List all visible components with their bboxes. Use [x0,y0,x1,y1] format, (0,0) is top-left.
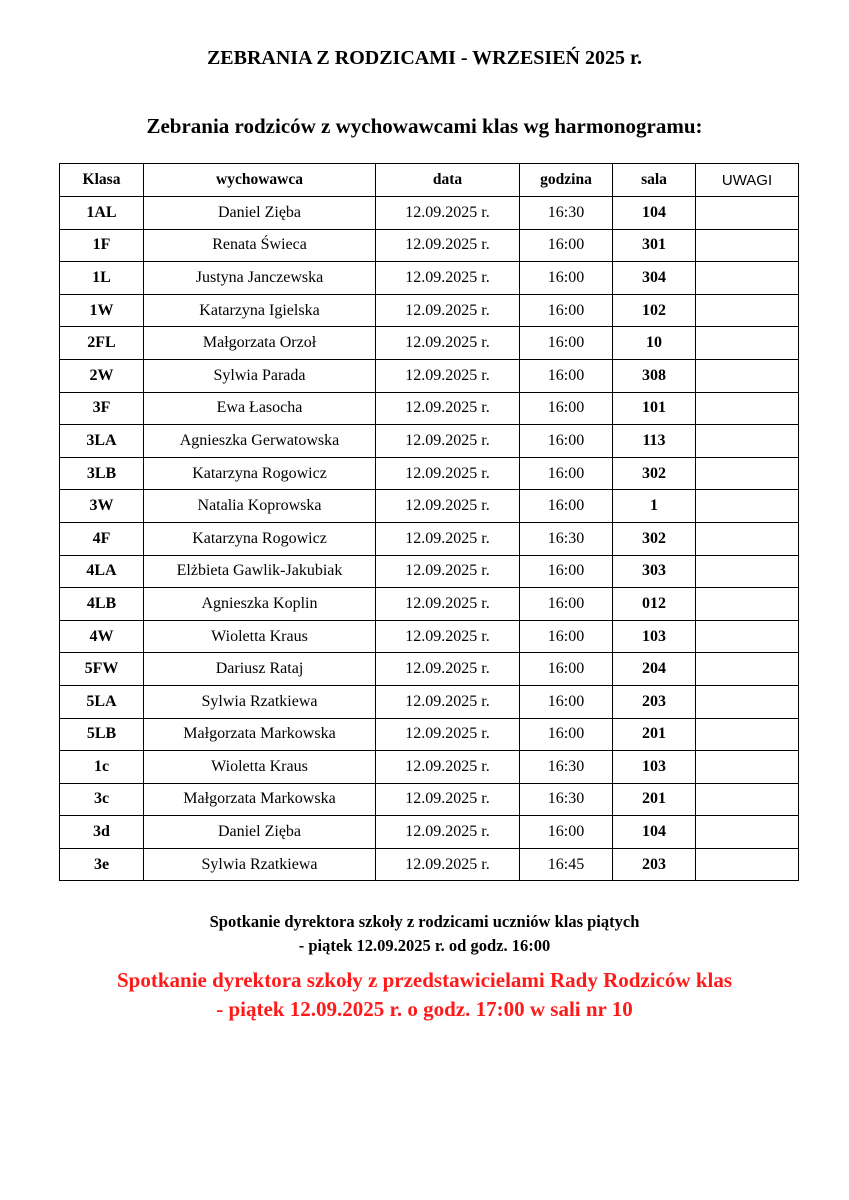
cell-klasa: 4F [60,522,144,555]
cell-wychowawca: Sylwia Parada [144,359,376,392]
table-row [60,751,799,784]
principal-fifth-grade-note [0,910,849,958]
cell-godzina: 16:00 [520,555,613,588]
cell-data: 12.09.2025 r. [376,522,520,555]
cell-sala: 203 [613,848,696,881]
cell-uwagi [696,751,799,784]
cell-wychowawca: Małgorzata Markowska [144,718,376,751]
cell-data: 12.09.2025 r. [376,457,520,490]
cell-uwagi [696,555,799,588]
council-note-line-1: Spotkanie dyrektora szkoły z przedstawicielami Rady Rodziców klas [116,968,733,992]
cell-sala: 304 [613,262,696,295]
cell-klasa: 1c [60,751,144,784]
cell-klasa: 5LA [60,685,144,718]
cell-data: 12.09.2025 r. [376,555,520,588]
cell-godzina: 16:00 [520,816,613,849]
cell-wychowawca: Małgorzata Orzoł [144,327,376,360]
cell-sala: 203 [613,685,696,718]
cell-klasa: 2W [60,359,144,392]
cell-klasa: 5LB [60,718,144,751]
cell-uwagi [696,425,799,458]
cell-godzina: 16:30 [520,197,613,230]
cell-klasa: 2FL [60,327,144,360]
header-sala: sala [613,164,696,197]
table-row [60,718,799,751]
cell-sala: 302 [613,457,696,490]
table-row [60,490,799,523]
cell-klasa: 3LB [60,457,144,490]
cell-sala: 303 [613,555,696,588]
cell-data: 12.09.2025 r. [376,229,520,262]
cell-klasa: 3W [60,490,144,523]
cell-data: 12.09.2025 r. [376,816,520,849]
cell-wychowawca: Katarzyna Rogowicz [144,522,376,555]
cell-data: 12.09.2025 r. [376,751,520,784]
cell-wychowawca: Małgorzata Markowska [144,783,376,816]
cell-data: 12.09.2025 r. [376,620,520,653]
cell-data: 12.09.2025 r. [376,425,520,458]
cell-uwagi [696,685,799,718]
table-row [60,685,799,718]
cell-klasa: 1AL [60,197,144,230]
header-godzina: godzina [520,164,613,197]
page-subtitle: Zebrania rodziców z wychowawcami klas wg harmonogramu: [146,114,703,138]
cell-godzina: 16:30 [520,751,613,784]
cell-klasa: 4LA [60,555,144,588]
table-row [60,262,799,295]
cell-uwagi [696,229,799,262]
header-klasa: Klasa [60,164,144,197]
cell-data: 12.09.2025 r. [376,262,520,295]
cell-godzina: 16:00 [520,718,613,751]
cell-godzina: 16:00 [520,620,613,653]
cell-wychowawca: Wioletta Kraus [144,620,376,653]
parents-council-note [0,966,849,1024]
cell-sala: 103 [613,620,696,653]
table-row [60,425,799,458]
cell-data: 12.09.2025 r. [376,718,520,751]
cell-data: 12.09.2025 r. [376,392,520,425]
note-line-1: Spotkanie dyrektora szkoły z rodzicami uczniów klas piątych [209,912,640,931]
cell-uwagi [696,620,799,653]
cell-data: 12.09.2025 r. [376,197,520,230]
cell-data: 12.09.2025 r. [376,327,520,360]
cell-data: 12.09.2025 r. [376,685,520,718]
header-data: data [376,164,520,197]
cell-sala: 102 [613,294,696,327]
table-row [60,555,799,588]
cell-sala: 10 [613,327,696,360]
cell-godzina: 16:00 [520,294,613,327]
cell-sala: 308 [613,359,696,392]
cell-data: 12.09.2025 r. [376,359,520,392]
cell-godzina: 16:00 [520,490,613,523]
table-row [60,522,799,555]
cell-sala: 104 [613,197,696,230]
cell-uwagi [696,262,799,295]
table-row [60,620,799,653]
cell-godzina: 16:00 [520,392,613,425]
cell-sala: 201 [613,783,696,816]
cell-sala: 103 [613,751,696,784]
cell-klasa: 5FW [60,653,144,686]
cell-godzina: 16:00 [520,685,613,718]
cell-uwagi [696,359,799,392]
header-uwagi: UWAGI [696,164,799,197]
cell-godzina: 16:30 [520,522,613,555]
cell-godzina: 16:00 [520,327,613,360]
cell-data: 12.09.2025 r. [376,490,520,523]
cell-uwagi [696,294,799,327]
cell-data: 12.09.2025 r. [376,294,520,327]
table-row [60,229,799,262]
table-row [60,816,799,849]
cell-wychowawca: Agnieszka Gerwatowska [144,425,376,458]
cell-godzina: 16:00 [520,653,613,686]
cell-godzina: 16:00 [520,457,613,490]
cell-wychowawca: Wioletta Kraus [144,751,376,784]
cell-data: 12.09.2025 r. [376,848,520,881]
cell-uwagi [696,490,799,523]
cell-klasa: 3LA [60,425,144,458]
cell-klasa: 1F [60,229,144,262]
cell-wychowawca: Agnieszka Koplin [144,588,376,621]
cell-sala: 1 [613,490,696,523]
cell-uwagi [696,327,799,360]
cell-uwagi [696,522,799,555]
cell-wychowawca: Ewa Łasocha [144,392,376,425]
cell-data: 12.09.2025 r. [376,588,520,621]
cell-klasa: 3e [60,848,144,881]
cell-sala: 101 [613,392,696,425]
cell-klasa: 4W [60,620,144,653]
cell-uwagi [696,848,799,881]
table-row [60,848,799,881]
page-title: ZEBRANIA Z RODZICAMI - WRZESIEŃ 2025 r. [206,47,643,69]
cell-wychowawca: Dariusz Rataj [144,653,376,686]
cell-godzina: 16:00 [520,229,613,262]
cell-wychowawca: Daniel Zięba [144,816,376,849]
header-wychowawca: wychowawca [144,164,376,197]
cell-uwagi [696,653,799,686]
cell-klasa: 3c [60,783,144,816]
cell-sala: 204 [613,653,696,686]
cell-godzina: 16:00 [520,425,613,458]
cell-klasa: 1W [60,294,144,327]
cell-sala: 113 [613,425,696,458]
cell-wychowawca: Natalia Koprowska [144,490,376,523]
table-row [60,359,799,392]
cell-uwagi [696,718,799,751]
cell-sala: 201 [613,718,696,751]
cell-wychowawca: Daniel Zięba [144,197,376,230]
cell-sala: 302 [613,522,696,555]
cell-uwagi [696,816,799,849]
cell-uwagi [696,197,799,230]
table-row [60,294,799,327]
cell-sala: 012 [613,588,696,621]
cell-sala: 301 [613,229,696,262]
cell-godzina: 16:45 [520,848,613,881]
cell-uwagi [696,588,799,621]
cell-uwagi [696,783,799,816]
table-row [60,392,799,425]
cell-wychowawca: Renata Świeca [144,229,376,262]
cell-godzina: 16:00 [520,588,613,621]
table-row [60,197,799,230]
table-row [60,327,799,360]
cell-wychowawca: Justyna Janczewska [144,262,376,295]
cell-wychowawca: Sylwia Rzatkiewa [144,685,376,718]
cell-uwagi [696,457,799,490]
cell-klasa: 1L [60,262,144,295]
cell-wychowawca: Katarzyna Rogowicz [144,457,376,490]
cell-sala: 104 [613,816,696,849]
council-note-line-2: - piątek 12.09.2025 r. o godz. 17:00 w sali nr 10 [216,997,633,1021]
cell-godzina: 16:00 [520,359,613,392]
note-line-2: - piątek 12.09.2025 r. od godz. 16:00 [298,936,551,955]
cell-data: 12.09.2025 r. [376,783,520,816]
cell-klasa: 4LB [60,588,144,621]
meeting-schedule-table [59,163,799,881]
table-body [60,197,799,881]
cell-klasa: 3d [60,816,144,849]
cell-wychowawca: Elżbieta Gawlik-Jakubiak [144,555,376,588]
table-row [60,783,799,816]
table-row [60,588,799,621]
cell-godzina: 16:00 [520,262,613,295]
cell-wychowawca: Sylwia Rzatkiewa [144,848,376,881]
cell-godzina: 16:30 [520,783,613,816]
table-header-row [60,164,799,197]
cell-uwagi [696,392,799,425]
cell-data: 12.09.2025 r. [376,653,520,686]
table-row [60,457,799,490]
cell-klasa: 3F [60,392,144,425]
table-row [60,653,799,686]
cell-wychowawca: Katarzyna Igielska [144,294,376,327]
